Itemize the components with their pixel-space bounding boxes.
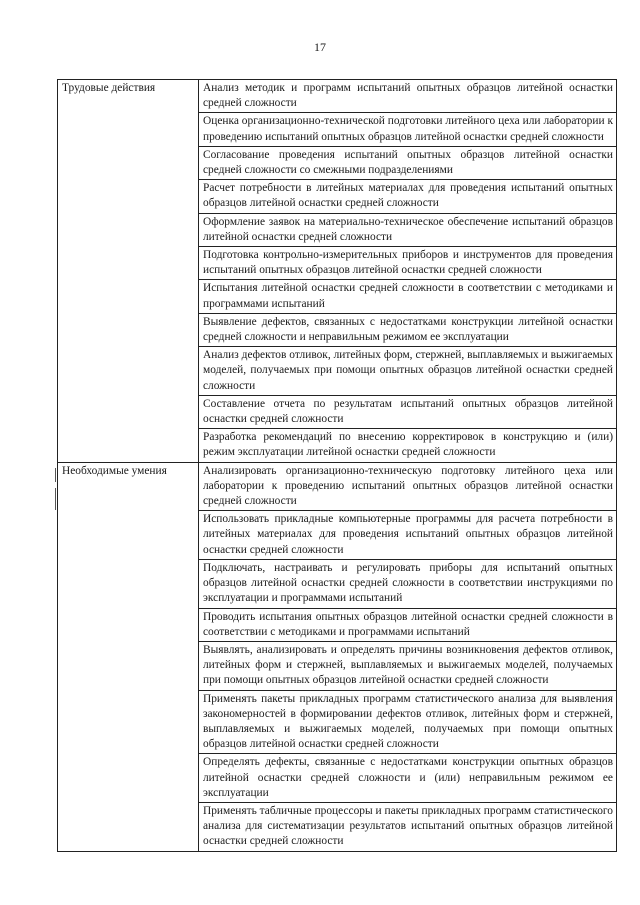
margin-mark: [55, 468, 56, 482]
requirement-item: Оформление заявок на материально-техническое обеспечение испытаний образцов литейной оснастки средней сложности: [199, 213, 617, 246]
page-number: 17: [314, 40, 326, 54]
requirement-item: Подготовка контрольно-измерительных приборов и инструментов для проведения испытаний опытных образцов литейной оснастки средней сложности: [199, 247, 617, 280]
requirements-table: [57, 79, 617, 852]
requirement-item: Расчет потребности в литейных материалах для проведения испытаний опытных образцов литейной оснастки средней сложности: [199, 180, 617, 213]
requirement-item: Подключать, настраивать и регулировать приборы для испытаний опытных образцов литейной оснастки средней сложности в соответствии инструкциями по эксплуатации и программами испытаний: [199, 559, 617, 608]
requirement-item: Использовать прикладные компьютерные программы для расчета потребности в литейных материалах для проведения испытаний опытных образцов литейной оснастки средней сложности: [199, 511, 617, 560]
requirement-item: Анализировать организационно-техническую подготовку литейного цеха или лаборатории к проведению испытаний опытных образцов литейной оснастки средней сложности: [199, 462, 617, 511]
table-row: [58, 80, 617, 113]
requirement-item: Составление отчета по результатам испытаний опытных образцов литейной оснастки средней сложности: [199, 395, 617, 428]
requirement-item: Оценка организационно-технической подготовки литейного цеха или лаборатории к проведению испытаний опытных образцов литейной оснастки средней сложности: [199, 113, 617, 146]
requirement-item: Применять пакеты прикладных программ статистического анализа для выявления закономерностей в формировании дефектов отливок, литейных форм и стержней, выплавляемых и выжигаемых моделей, получаемых при помощи опытных образцов литейной оснастки средней сложности: [199, 690, 617, 754]
section-label: Трудовые действия: [58, 80, 199, 463]
requirement-item: Выявлять, анализировать и определять причины возникновения дефектов отливок, литейных форм и стержней, выплавляемых и выжигаемых моделей, получаемых при помощи опытных образцов литейной оснастки средней сложности: [199, 641, 617, 690]
requirement-item: Разработка рекомендаций по внесению корректировок в конструкцию и (или) режим эксплуатации литейной оснастки средней сложности: [199, 429, 617, 462]
requirements-table-body: [58, 80, 617, 852]
requirement-item: Применять табличные процессоры и пакеты прикладных программ статистического анализа для систематизации результатов испытаний опытных образцов литейной оснастки средней сложности: [199, 802, 617, 851]
requirement-item: Анализ дефектов отливок, литейных форм, стержней, выплавляемых и выжигаемых моделей, получаемых при помощи опытных образцов литейной оснастки средней сложности: [199, 347, 617, 396]
requirement-item: Анализ методик и программ испытаний опытных образцов литейной оснастки средней сложности: [199, 80, 617, 113]
requirement-item: Выявление дефектов, связанных с недостатками конструкции литейной оснастки средней сложности и неправильным режимом ее эксплуатации: [199, 313, 617, 346]
requirement-item: Проводить испытания опытных образцов литейной оснастки средней сложности в соответствии с методиками и программами испытаний: [199, 608, 617, 641]
requirement-item: Определять дефекты, связанные с недостатками конструкции опытных образцов литейной оснастки средней сложности и (или) неправильным режимом ее эксплуатации: [199, 754, 617, 803]
table-row: [58, 462, 617, 511]
section-label: Необходимые умения: [58, 462, 199, 851]
margin-mark: [55, 488, 56, 510]
requirement-item: Испытания литейной оснастки средней сложности в соответствии с методиками и программами испытаний: [199, 280, 617, 313]
requirement-item: Согласование проведения испытаний опытных образцов литейной оснастки средней сложности со смежными подразделениями: [199, 146, 617, 179]
